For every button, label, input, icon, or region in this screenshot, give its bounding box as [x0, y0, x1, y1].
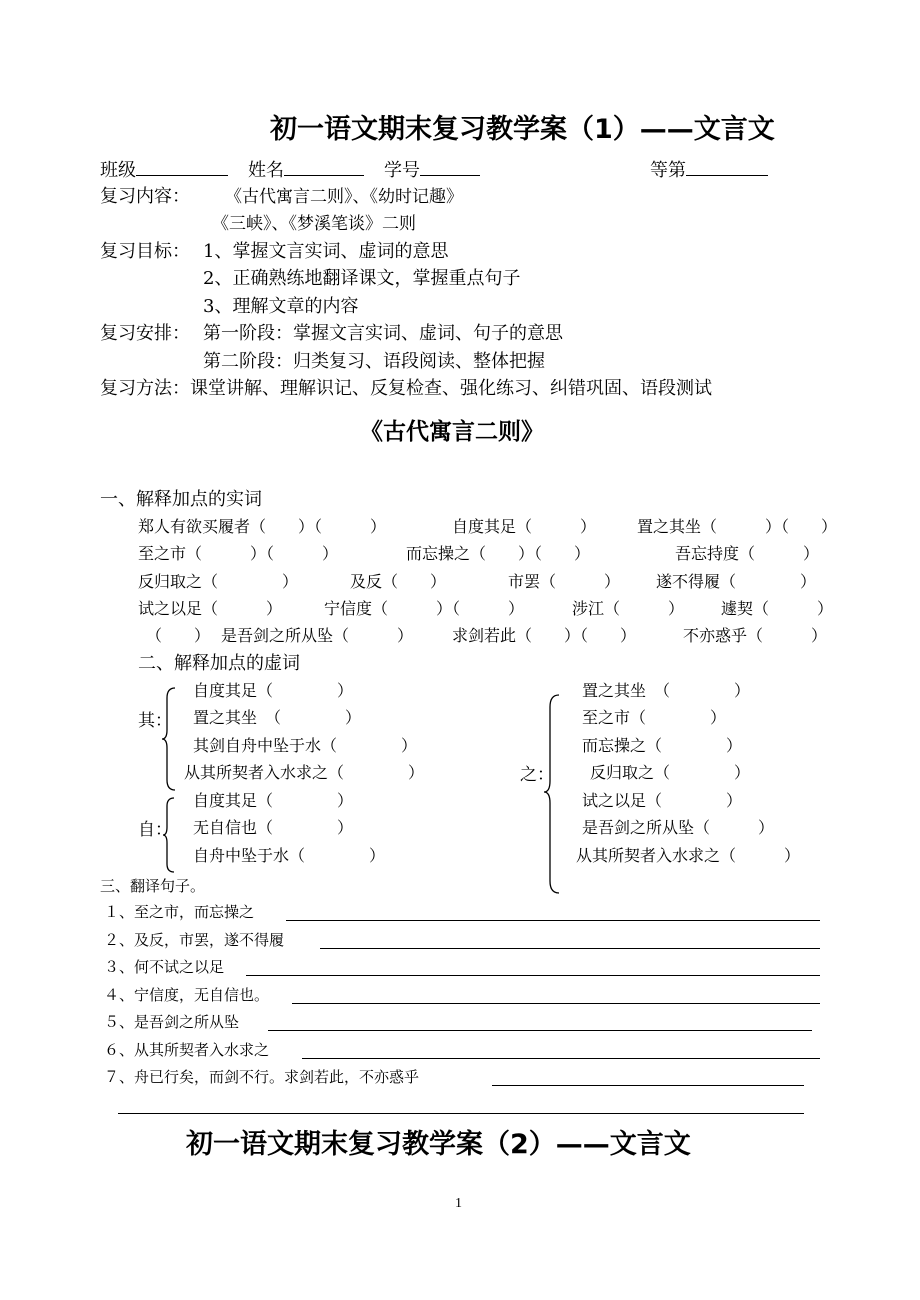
list-item: 求剑若此（ ）（ ） — [452, 626, 637, 645]
review-goal-1: 1、掌握文言实词、虚词的意思 — [203, 241, 449, 262]
translation-item: ２、及反，市罢，遂不得履 — [104, 931, 285, 949]
page-title: 初一语文期末复习教学案（1）——文言文 — [270, 114, 775, 145]
divider — [118, 1113, 804, 1114]
review-plan-1: 第一阶段：掌握文言实词、虚词、句子的意思 — [203, 323, 563, 344]
zhi-brace-icon — [543, 693, 561, 895]
list-item: 而忘操之（ ） — [582, 736, 743, 755]
part2-heading: 二、解释加点的虚词 — [138, 653, 300, 674]
answer-line — [246, 975, 820, 976]
review-goal-label: 复习目标： — [100, 241, 190, 262]
list-item: 至之市（ ） — [582, 708, 727, 727]
review-content-2: 《三峡》、《梦溪笔谈》二则 — [212, 214, 416, 234]
grade-label: 等第 — [650, 160, 686, 181]
page-number: 1 — [455, 1196, 462, 1211]
translation-item: ４、宁信度，无自信也。 — [104, 986, 270, 1004]
zi-label: 自： — [138, 820, 172, 840]
list-item: 遂不得履（ ） — [656, 572, 817, 591]
review-content-label: 复习内容： — [100, 186, 190, 207]
list-item: （ ） — [146, 626, 211, 645]
list-item: 吾忘持度（ ） — [675, 544, 820, 563]
answer-line — [302, 1058, 820, 1059]
number-label: 学号 — [384, 160, 420, 181]
list-item: 无自信也（ ） — [193, 818, 354, 837]
class-field — [100, 158, 228, 182]
translation-item: １、至之市，而忘操之 — [104, 903, 255, 921]
translation-item: ６、从其所契者入水求之 — [104, 1041, 270, 1059]
list-item: 从其所契者入水求之（ ） — [184, 763, 425, 782]
list-item: 自度其足（ ） — [452, 517, 597, 536]
list-item: 自舟中坠于水（ ） — [193, 846, 386, 865]
qi-label: 其： — [138, 711, 172, 731]
review-plan-2: 第二阶段：归类复习、语段阅读、整体把握 — [203, 351, 545, 372]
review-method: 复习方法：课堂讲解、理解识记、反复检查、强化练习、纠错巩固、语段测试 — [100, 378, 712, 399]
list-item: 置之其坐 （ ） — [582, 681, 751, 700]
list-item: 遽契（ ） — [721, 599, 834, 618]
translation-item: ３、何不试之以足 — [104, 958, 225, 976]
list-item: 反归取之（ ） — [590, 763, 751, 782]
list-item: 郑人有欲买履者（ ）（ ） — [138, 517, 387, 536]
list-item: 自度其足（ ） — [193, 791, 354, 810]
class-label: 班级 — [100, 160, 136, 181]
answer-line — [268, 1030, 812, 1031]
list-item: 而忘操之（ ）（ ） — [406, 544, 591, 563]
list-item: 市罢（ ） — [508, 572, 621, 591]
list-item: 置之其坐 （ ） — [193, 708, 362, 727]
list-item: 反归取之（ ） — [138, 572, 299, 591]
number-field — [384, 158, 480, 182]
part1-heading: 一、解释加点的实词 — [100, 489, 262, 510]
review-plan-label: 复习安排： — [100, 323, 190, 344]
zi-brace-icon — [162, 796, 176, 874]
list-item: 是吾剑之所从坠（ ） — [221, 626, 414, 645]
list-item: 从其所契者入水求之（ ） — [576, 846, 801, 865]
grade-field — [650, 158, 768, 182]
name-field — [248, 158, 364, 182]
answer-line — [492, 1085, 804, 1086]
list-item: 涉江（ ） — [572, 599, 685, 618]
answer-line — [286, 920, 820, 921]
list-item: 不亦惑乎（ ） — [683, 626, 828, 645]
list-item: 宁信度（ ）（ ） — [324, 599, 525, 618]
review-content-1: 《古代寓言二则》、《幼时记趣》 — [225, 187, 463, 207]
list-item: 试之以足（ ） — [138, 599, 283, 618]
list-item: 是吾剑之所从坠（ ） — [582, 818, 775, 837]
review-goal-3: 3、理解文章的内容 — [203, 296, 359, 317]
answer-line — [320, 948, 820, 949]
zhi-label: 之： — [520, 765, 554, 785]
name-label: 姓名 — [248, 160, 284, 181]
answer-line — [292, 1003, 820, 1004]
qi-brace-icon — [161, 686, 177, 792]
list-item: 至之市（ ）（ ） — [138, 544, 339, 563]
next-page-title: 初一语文期末复习教学案（2）——文言文 — [186, 1129, 691, 1160]
section-title: 《古代寓言二则》 — [360, 419, 544, 445]
translation-item: ７、舟已行矣，而剑不行。求剑若此，不亦惑乎 — [104, 1068, 420, 1086]
list-item: 试之以足（ ） — [582, 791, 743, 810]
list-item: 其剑自舟中坠于水（ ） — [193, 736, 418, 755]
list-item: 置之其坐（ ）（ ） — [637, 517, 838, 536]
list-item: 及反（ ） — [350, 572, 447, 591]
part3-heading: 三、翻译句子。 — [100, 877, 206, 895]
translation-item: ５、是吾剑之所从坠 — [104, 1013, 240, 1031]
review-goal-2: 2、正确熟练地翻译课文，掌握重点句子 — [203, 268, 521, 289]
list-item: 自度其足（ ） — [193, 681, 354, 700]
